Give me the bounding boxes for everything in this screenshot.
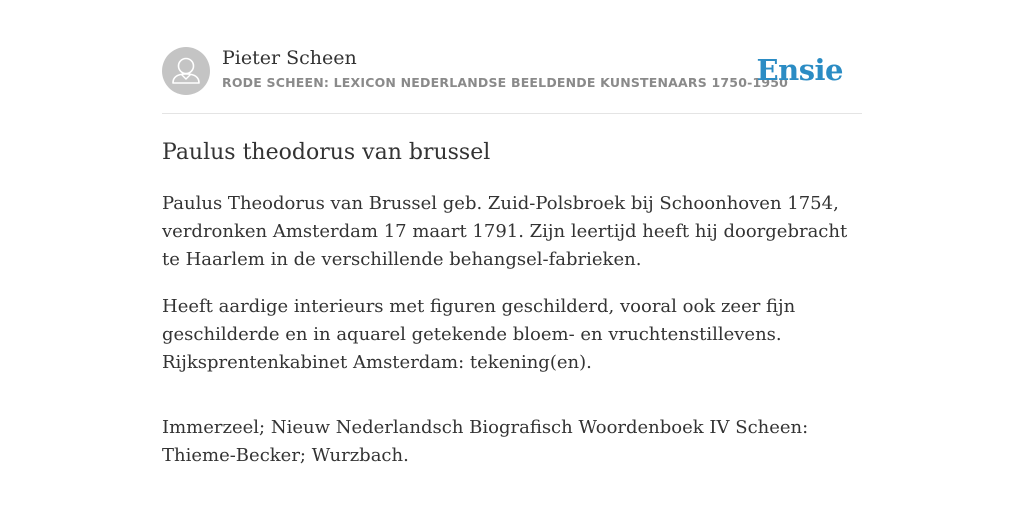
author-name[interactable]: Pieter Scheen [222,47,357,69]
entry-title: Paulus theodorus van brussel [162,140,491,165]
ensie-logo[interactable]: Ensie [756,53,843,87]
source-title[interactable]: RODE SCHEEN: LEXICON NEDERLANDSE BEELDENDE KUNSTENAARS 1750-1950 [222,75,789,90]
author-avatar[interactable] [162,47,210,95]
user-silhouette-icon [162,47,210,95]
entry-body [162,190,862,489]
entry-card [162,0,862,466]
entry-header [162,0,862,114]
paragraph-sources: Immerzeel; Nieuw Nederlandsch Biografisch Woordenboek IV Scheen: Thieme-Becker; Wurzbach. [162,417,809,466]
paragraph-biography: Paulus Theodorus van Brussel geb. Zuid-Polsbroek bij Schoonhoven 1754, verdronken Amsterdam 17 maart 1791. Zijn leertijd heeft hij doorgebracht te Haarlem in de verschillende behangsel-fabrieken. [162,193,848,270]
paragraph-works: Heeft aardige interieurs met figuren geschilderd, vooral ook zeer fijn geschilderde en in aquarel getekende bloem- en vruchtenstillevens. Rijksprentenkabinet Amsterdam: tekening(en). [162,296,796,373]
